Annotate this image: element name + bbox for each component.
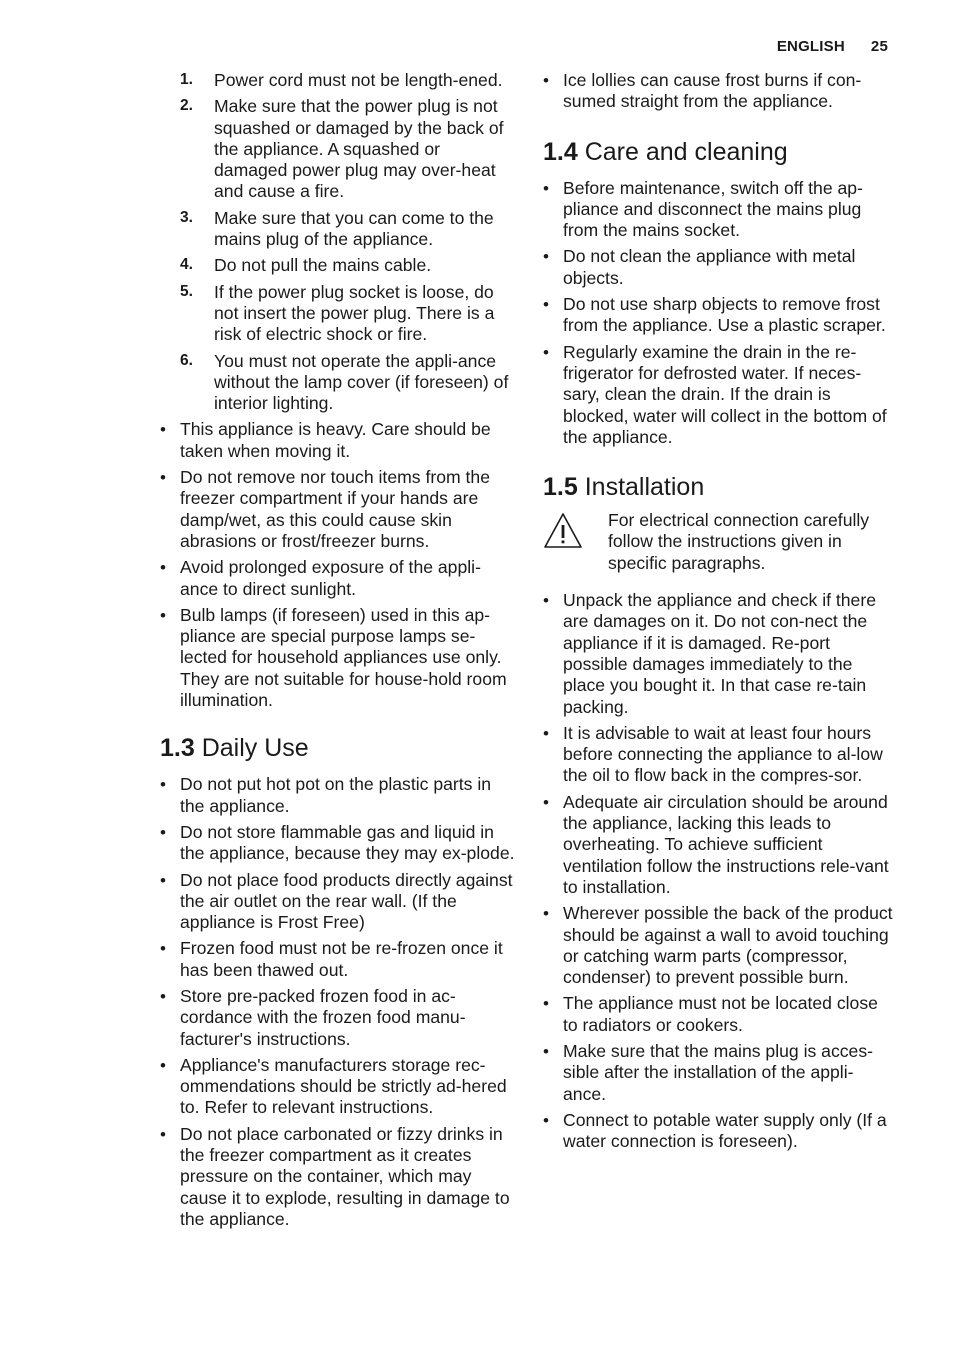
bullet-icon: • [160, 822, 166, 842]
bullet-icon: • [160, 939, 166, 959]
bullet-item [160, 774, 516, 817]
bullet-item [543, 792, 895, 898]
item-number: 5. [180, 282, 193, 300]
bullet-text: The appliance must not be located close to radiators or cookers. [563, 993, 878, 1035]
bullet-item [160, 822, 516, 865]
bullet-icon: • [543, 71, 549, 90]
bullet-icon: • [160, 986, 166, 1006]
care-cleaning-list [543, 178, 895, 449]
bullet-item [543, 178, 895, 242]
item-text: You must not operate the appli-ance without the lamp cover (if foreseen) of interior lighting. [214, 350, 509, 414]
page-header [777, 38, 888, 55]
bullet-item [543, 993, 895, 1036]
bullet-text: Bulb lamps (if foreseen) used in this ap-pliance are special purpose lamps se-lected for household appliances use only. They are not suitable for house-hold room illumination. [180, 604, 507, 711]
warning-triangle-icon [543, 511, 583, 551]
section-title-care-cleaning [543, 137, 895, 167]
bullet-icon: • [160, 420, 166, 440]
bullet-item [160, 557, 516, 600]
numbered-item [160, 255, 516, 276]
safety-bullet-list [160, 419, 516, 711]
bullet-text: Avoid prolonged exposure of the appli-ance to direct sunlight. [180, 557, 481, 599]
bullet-icon: • [160, 775, 166, 795]
bullet-icon: • [543, 723, 549, 743]
bullet-text: Regularly examine the drain in the re-frigerator for defrosted water. If neces-sary, clean the drain. If the drain is blocked, water will collect in the bottom of the appliance. [563, 341, 887, 447]
section-title-daily-use [160, 733, 516, 763]
continued-bullet-list [543, 70, 895, 113]
bullet-icon: • [543, 178, 549, 198]
item-text: If the power plug socket is loose, do not insert the power plug. There is a risk of electric shock or fire. [214, 281, 495, 345]
item-number: 2. [180, 97, 193, 115]
bullet-text: Connect to potable water supply only (If a water connection is foreseen). [563, 1109, 887, 1152]
numbered-item [160, 351, 516, 415]
item-number: 4. [180, 256, 193, 274]
bullet-text: Do not place carbonated or fizzy drinks in the freezer compartment as it creates pressure on the container, which may cause it to explode, resulting in damage to the appliance. [180, 1123, 510, 1229]
bullet-icon: • [543, 295, 549, 315]
bullet-item [543, 246, 895, 289]
bullet-text: This appliance is heavy. Care should be taken when moving it. [180, 419, 491, 461]
bullet-icon: • [160, 870, 166, 890]
bullet-icon: • [543, 1110, 549, 1130]
right-column [543, 70, 895, 1157]
section-name: Installation [584, 473, 705, 502]
bullet-icon: • [543, 792, 549, 812]
bullet-icon: • [543, 904, 549, 924]
bullet-icon: • [160, 1055, 166, 1075]
bullet-icon: • [160, 558, 166, 578]
bullet-item [543, 294, 895, 337]
section-number: 1.4 [543, 137, 578, 166]
bullet-item [160, 605, 516, 711]
bullet-icon: • [543, 994, 549, 1014]
numbered-item [160, 208, 516, 251]
bullet-text: It is advisable to wait at least four hours before connecting the appliance to al-low the oil to flow back in the compres-sor. [563, 722, 883, 786]
item-text: Make sure that you can come to the mains plug of the appliance. [214, 207, 494, 250]
section-name: Care and cleaning [584, 137, 788, 166]
left-column [160, 70, 516, 1235]
item-text: Do not pull the mains cable. [214, 255, 432, 276]
bullet-item [160, 467, 516, 552]
bullet-item [543, 70, 895, 113]
bullet-item [160, 986, 516, 1050]
item-number: 6. [180, 351, 193, 369]
section-title-installation [543, 472, 895, 502]
bullet-item [543, 342, 895, 448]
warning-note [543, 510, 895, 574]
bullet-text: Store pre-packed frozen food in ac-cordance with the frozen food manu-facturer's instructions. [180, 985, 466, 1049]
warning-text: For electrical connection carefully follow the instructions given in specific paragraphs. [608, 510, 870, 573]
bullet-text: Do not remove nor touch items from the freezer compartment if your hands are damp/wet, as this could cause skin abrasions or frost/freezer burns. [180, 467, 490, 551]
numbered-list [160, 70, 516, 414]
header-language: ENGLISH [776, 38, 845, 55]
bullet-item [160, 938, 516, 981]
bullet-item [160, 1055, 516, 1119]
item-text: Power cord must not be length-ened. [214, 70, 503, 90]
bullet-item [543, 1110, 895, 1153]
bullet-text: Adequate air circulation should be around the appliance, lacking this leads to overheating. To achieve sufficient ventilation follow the instructions rele-vant to installation. [563, 791, 889, 897]
bullet-icon: • [543, 247, 549, 267]
bullet-text: Do not store flammable gas and liquid in the appliance, because they may ex-plode. [180, 821, 515, 864]
bullet-item [543, 1041, 895, 1105]
bullet-item [543, 723, 895, 787]
numbered-item [160, 282, 516, 346]
daily-use-list [160, 774, 516, 1230]
section-name: Daily Use [201, 734, 309, 763]
bullet-icon: • [160, 605, 166, 625]
bullet-text: Do not put hot pot on the plastic parts in the appliance. [180, 774, 492, 816]
bullet-text: Appliance's manufacturers storage rec-ommendations should be strictly ad-hered to. Refer to relevant instructions. [180, 1054, 507, 1118]
page-number: 25 [870, 38, 888, 55]
section-number: 1.5 [543, 473, 578, 502]
installation-list [543, 590, 895, 1152]
bullet-text: Unpack the appliance and check if there are damages on it. Do not con-nect the appliance if it is damaged. Re-port possible damages immediately to the place you bought it. In that case re-tain packing. [563, 590, 876, 717]
bullet-text: Ice lollies can cause frost burns if con-sumed straight from the appliance. [563, 70, 862, 112]
numbered-item [160, 96, 516, 202]
bullet-icon: • [543, 342, 549, 362]
bullet-item [543, 590, 895, 718]
item-text: Make sure that the power plug is not squashed or damaged by the back of the appliance. A squashed or damaged power plug may over-heat and cause a fire. [214, 96, 504, 202]
bullet-text: Frozen food must not be re-frozen once it has been thawed out. [180, 938, 503, 980]
item-number: 1. [180, 71, 193, 88]
numbered-item [160, 70, 516, 91]
bullet-item [160, 870, 516, 934]
bullet-text: Do not place food products directly against the air outlet on the rear wall. (If the appliance is Frost Free) [180, 869, 513, 933]
bullet-text: Make sure that the mains plug is acces-sible after the installation of the appli-ance. [563, 1040, 873, 1104]
bullet-item [160, 419, 516, 462]
bullet-icon: • [160, 468, 166, 488]
bullet-icon: • [543, 591, 549, 611]
bullet-text: Wherever possible the back of the product should be against a wall to avoid touching or catching warm parts (compressor, condenser) to prevent possible burn. [563, 903, 893, 988]
bullet-icon: • [543, 1041, 549, 1061]
bullet-text: Do not use sharp objects to remove frost from the appliance. Use a plastic scraper. [563, 294, 886, 336]
bullet-item [160, 1124, 516, 1230]
item-number: 3. [180, 208, 193, 226]
bullet-icon: • [160, 1124, 166, 1144]
bullet-text: Do not clean the appliance with metal objects. [563, 246, 856, 288]
bullet-item [543, 903, 895, 988]
bullet-text: Before maintenance, switch off the ap-pliance and disconnect the mains plug from the mains socket. [563, 177, 863, 241]
section-number: 1.3 [160, 734, 195, 763]
